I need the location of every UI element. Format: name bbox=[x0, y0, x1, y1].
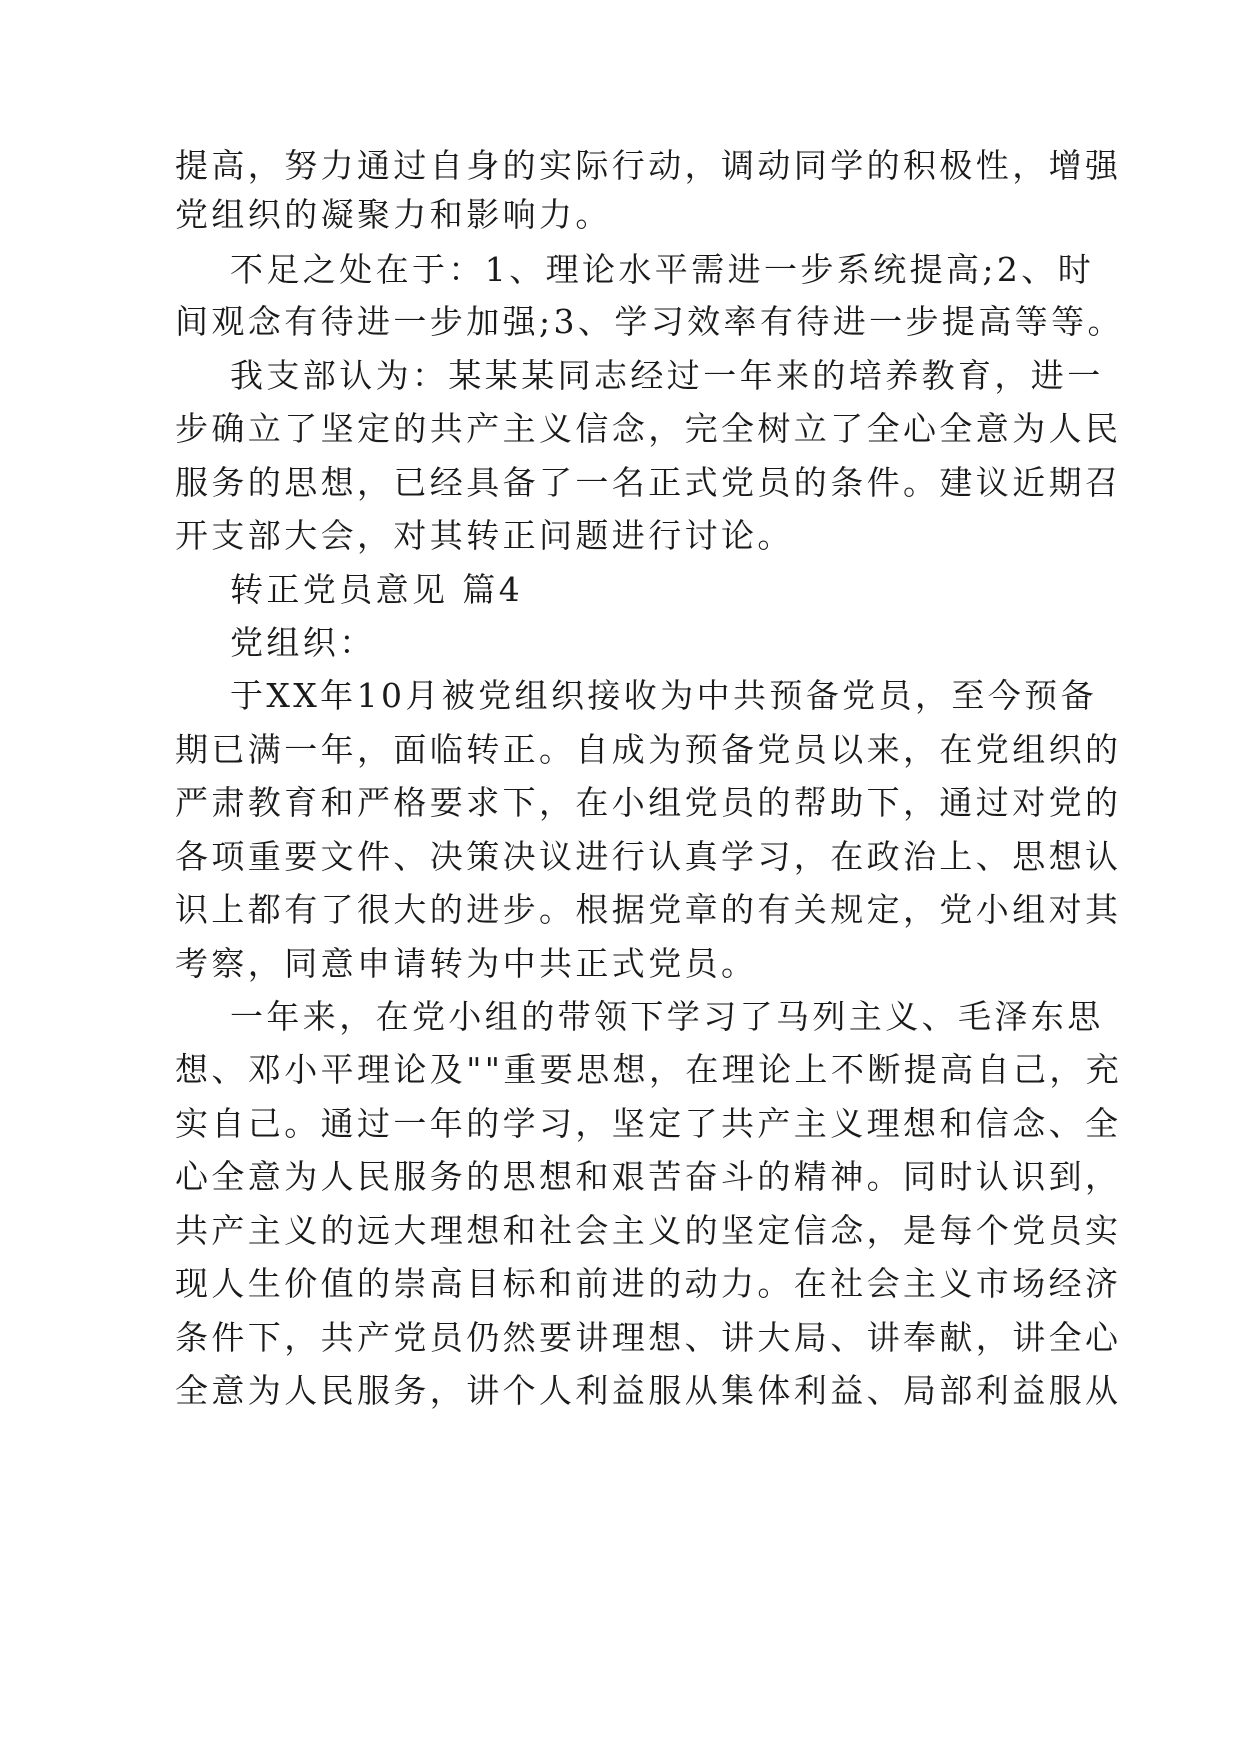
text-line: 间观念有待进一步加强;3、学习效率有待进一步提高等等。 bbox=[175, 302, 1124, 341]
text-line: 实自己。通过一年的学习，坚定了共产主义理想和信念、全 bbox=[175, 1104, 1122, 1143]
text-line: 期已满一年，面临转正。自成为预备党员以来，在党组织的 bbox=[175, 730, 1122, 769]
text-line: 一年来，在党小组的带领下学习了马列主义、毛泽东思 bbox=[230, 997, 1104, 1036]
text-line: 考察，同意申请转为中共正式党员。 bbox=[175, 944, 758, 983]
text-line: 想、邓小平理论及""重要思想，在理论上不断提高自己，充 bbox=[175, 1050, 1123, 1089]
text-line: 不足之处在于：1、理论水平需进一步系统提高;2、时 bbox=[230, 250, 1095, 289]
text-line: 步确立了坚定的共产主义信念，完全树立了全心全意为人民 bbox=[175, 409, 1122, 448]
salutation: 党组织： bbox=[230, 623, 376, 662]
text-line: 党组织的凝聚力和影响力。 bbox=[175, 195, 612, 234]
text-line: 条件下，共产党员仍然要讲理想、讲大局、讲奉献，讲全心 bbox=[175, 1318, 1122, 1357]
text-line: 服务的思想，已经具备了一名正式党员的条件。建议近期召 bbox=[175, 463, 1122, 502]
text-line: 心全意为人民服务的思想和艰苦奋斗的精神。同时认识到， bbox=[175, 1157, 1122, 1196]
text-line: 于XX年10月被党组织接收为中共预备党员，至今预备 bbox=[230, 676, 1097, 715]
text-line: 严肃教育和严格要求下，在小组党员的帮助下，通过对党的 bbox=[175, 783, 1122, 822]
text-line: 全意为人民服务，讲个人利益服从集体利益、局部利益服从 bbox=[175, 1371, 1122, 1410]
text-line: 现人生价值的崇高目标和前进的动力。在社会主义市场经济 bbox=[175, 1264, 1122, 1303]
text-line: 各项重要文件、决策决议进行认真学习，在政治上、思想认 bbox=[175, 837, 1122, 876]
text-line: 我支部认为：某某某同志经过一年来的培养教育，进一 bbox=[230, 356, 1104, 395]
section-heading: 转正党员意见 篇4 bbox=[230, 570, 524, 609]
text-line: 开支部大会，对其转正问题进行讨论。 bbox=[175, 516, 794, 555]
text-line: 识上都有了很大的进步。根据党章的有关规定，党小组对其 bbox=[175, 890, 1122, 929]
text-line: 提高，努力通过自身的实际行动，调动同学的积极性，增强 bbox=[175, 146, 1122, 185]
text-line: 共产主义的远大理想和社会主义的坚定信念，是每个党员实 bbox=[175, 1211, 1122, 1250]
